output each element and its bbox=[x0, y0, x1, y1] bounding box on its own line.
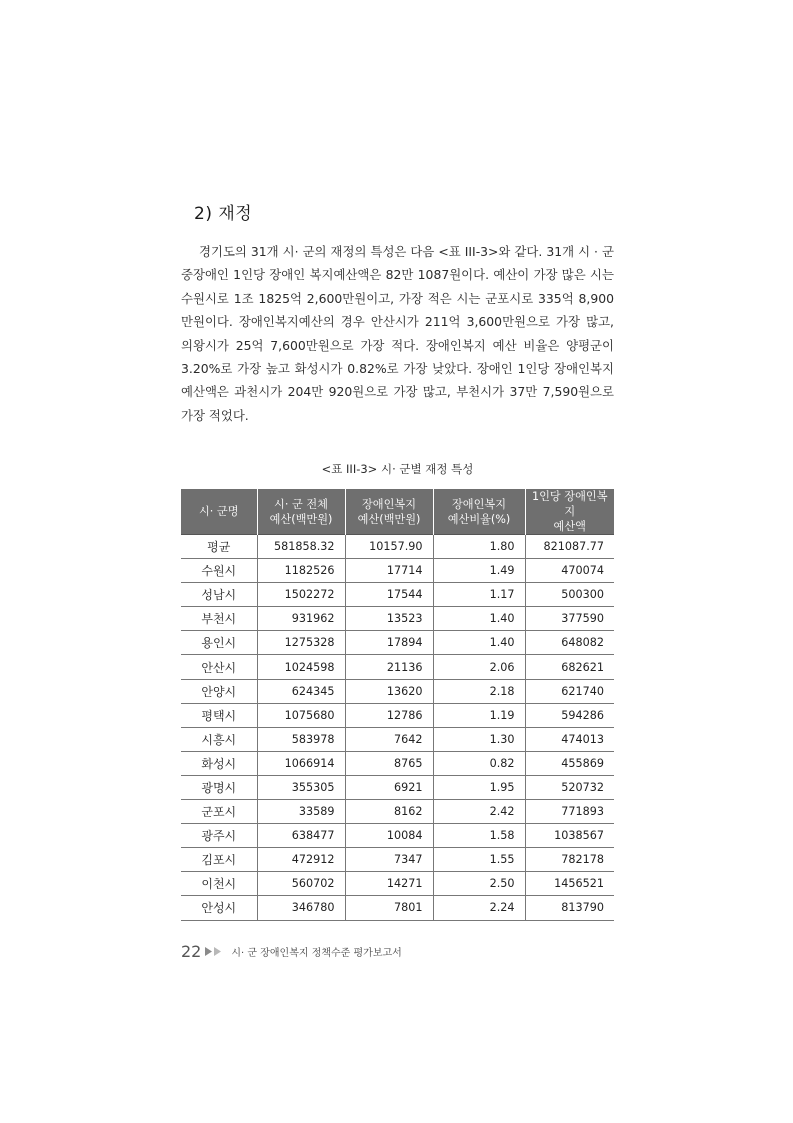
city-name-cell: 성남시 bbox=[181, 583, 257, 607]
value-cell: 1.95 bbox=[433, 775, 525, 799]
body-paragraph: 경기도의 31개 시· 군의 재정의 특성은 다음 <표 III-3>와 같다. 31개 시 · 군 중장애인 1인당 장애인 복지예산액은 82만 1087원이다. 예산이 가장 많은 시는 수원시로 1조 1825억 2,600만원이고, 가장 적은 시는 군포시로 335억 8,900만원이다. 장애인복지예산의 경우 안산시가 211억 3,600만원으로 가장 많고, 의왕시가 25억 7,600만원으로 가장 적다. 장애인복지 예산 비율은 양평군이 3.20%로 가장 높고 화성시가 0.82%로 가장 낮았다. 장애인 1인당 장애인복지 예산액은 과천시가 204만 920원으로 가장 많고, 부천시가 37만 7,590원으로 가장 적었다. bbox=[181, 244, 614, 423]
value-cell: 1024598 bbox=[257, 655, 345, 679]
value-cell: 33589 bbox=[257, 800, 345, 824]
column-header-line2: 예산액 bbox=[553, 520, 586, 533]
table-row bbox=[181, 703, 614, 727]
value-cell: 355305 bbox=[257, 775, 345, 799]
table-row bbox=[181, 751, 614, 775]
column-header-line2: 예산비율(%) bbox=[447, 512, 511, 526]
value-cell: 14271 bbox=[345, 872, 433, 896]
city-name-cell: 광명시 bbox=[181, 775, 257, 799]
value-cell: 6921 bbox=[345, 775, 433, 799]
city-name-cell: 김포시 bbox=[181, 848, 257, 872]
value-cell: 2.06 bbox=[433, 655, 525, 679]
column-header bbox=[525, 489, 614, 535]
city-name-cell: 평균 bbox=[181, 535, 257, 559]
table-row bbox=[181, 655, 614, 679]
column-header-line1: 장애인복지 bbox=[451, 497, 507, 511]
value-cell: 377590 bbox=[525, 607, 614, 631]
value-cell: 583978 bbox=[257, 727, 345, 751]
city-name-cell: 안성시 bbox=[181, 896, 257, 920]
value-cell: 7347 bbox=[345, 848, 433, 872]
value-cell: 931962 bbox=[257, 607, 345, 631]
value-cell: 17544 bbox=[345, 583, 433, 607]
value-cell: 12786 bbox=[345, 703, 433, 727]
value-cell: 1.58 bbox=[433, 824, 525, 848]
footer-title: 시· 군 장애인복지 정책수준 평가보고서 bbox=[231, 948, 402, 959]
column-header bbox=[345, 489, 433, 535]
column-header bbox=[257, 489, 345, 535]
table-row bbox=[181, 824, 614, 848]
value-cell: 500300 bbox=[525, 583, 614, 607]
value-cell: 638477 bbox=[257, 824, 345, 848]
value-cell: 821087.77 bbox=[525, 535, 614, 559]
column-header-line1: 장애인복지 bbox=[361, 497, 417, 511]
value-cell: 1.80 bbox=[433, 535, 525, 559]
value-cell: 346780 bbox=[257, 896, 345, 920]
value-cell: 1456521 bbox=[525, 872, 614, 896]
value-cell: 520732 bbox=[525, 775, 614, 799]
value-cell: 21136 bbox=[345, 655, 433, 679]
value-cell: 474013 bbox=[525, 727, 614, 751]
table-row bbox=[181, 896, 614, 920]
city-name-cell: 수원시 bbox=[181, 559, 257, 583]
value-cell: 8765 bbox=[345, 751, 433, 775]
table-row bbox=[181, 535, 614, 559]
value-cell: 472912 bbox=[257, 848, 345, 872]
value-cell: 2.42 bbox=[433, 800, 525, 824]
double-triangle-right-icon bbox=[205, 947, 223, 956]
value-cell: 17894 bbox=[345, 631, 433, 655]
value-cell: 10157.90 bbox=[345, 535, 433, 559]
column-header bbox=[433, 489, 525, 535]
value-cell: 1.49 bbox=[433, 559, 525, 583]
value-cell: 1066914 bbox=[257, 751, 345, 775]
value-cell: 2.50 bbox=[433, 872, 525, 896]
value-cell: 17714 bbox=[345, 559, 433, 583]
value-cell: 621740 bbox=[525, 679, 614, 703]
section-title: 2) 재정 bbox=[194, 204, 253, 224]
value-cell: 1038567 bbox=[525, 824, 614, 848]
table-caption: <표 III-3> 시· 군별 재정 특성 bbox=[321, 462, 474, 476]
city-name-cell: 안산시 bbox=[181, 655, 257, 679]
table-body bbox=[181, 535, 614, 921]
city-name-cell: 안양시 bbox=[181, 679, 257, 703]
value-cell: 0.82 bbox=[433, 751, 525, 775]
value-cell: 7801 bbox=[345, 896, 433, 920]
page-footer bbox=[181, 942, 402, 961]
city-name-cell: 군포시 bbox=[181, 800, 257, 824]
value-cell: 1.55 bbox=[433, 848, 525, 872]
value-cell: 1502272 bbox=[257, 583, 345, 607]
column-header-line1: 시· 군 전체 bbox=[274, 497, 328, 511]
value-cell: 1.17 bbox=[433, 583, 525, 607]
table-row bbox=[181, 848, 614, 872]
table-row bbox=[181, 872, 614, 896]
value-cell: 7642 bbox=[345, 727, 433, 751]
value-cell: 470074 bbox=[525, 559, 614, 583]
value-cell: 682621 bbox=[525, 655, 614, 679]
value-cell: 813790 bbox=[525, 896, 614, 920]
value-cell: 1182526 bbox=[257, 559, 345, 583]
value-cell: 648082 bbox=[525, 631, 614, 655]
table-row bbox=[181, 727, 614, 751]
value-cell: 2.24 bbox=[433, 896, 525, 920]
value-cell: 10084 bbox=[345, 824, 433, 848]
value-cell: 13523 bbox=[345, 607, 433, 631]
city-name-cell: 부천시 bbox=[181, 607, 257, 631]
value-cell: 1075680 bbox=[257, 703, 345, 727]
value-cell: 1.19 bbox=[433, 703, 525, 727]
city-name-cell: 화성시 bbox=[181, 751, 257, 775]
city-name-cell: 광주시 bbox=[181, 824, 257, 848]
table-header bbox=[181, 489, 614, 535]
value-cell: 594286 bbox=[525, 703, 614, 727]
value-cell: 1275328 bbox=[257, 631, 345, 655]
value-cell: 1.30 bbox=[433, 727, 525, 751]
table-row bbox=[181, 800, 614, 824]
column-header-line2: 예산(백만원) bbox=[269, 512, 333, 526]
page-number: 22 bbox=[181, 942, 202, 961]
value-cell: 455869 bbox=[525, 751, 614, 775]
value-cell: 560702 bbox=[257, 872, 345, 896]
column-header-line1: 1인당 장애인복지 bbox=[531, 490, 608, 518]
column-header-line1: 시· 군명 bbox=[198, 505, 239, 518]
table-row bbox=[181, 559, 614, 583]
city-name-cell: 시흥시 bbox=[181, 727, 257, 751]
value-cell: 2.18 bbox=[433, 679, 525, 703]
column-header-line2: 예산(백만원) bbox=[357, 512, 421, 526]
value-cell: 624345 bbox=[257, 679, 345, 703]
value-cell: 782178 bbox=[525, 848, 614, 872]
value-cell: 1.40 bbox=[433, 607, 525, 631]
table-row bbox=[181, 583, 614, 607]
city-name-cell: 평택시 bbox=[181, 703, 257, 727]
table-row bbox=[181, 631, 614, 655]
value-cell: 13620 bbox=[345, 679, 433, 703]
column-header bbox=[181, 489, 257, 535]
table-row bbox=[181, 607, 614, 631]
value-cell: 771893 bbox=[525, 800, 614, 824]
budget-table bbox=[181, 489, 614, 921]
city-name-cell: 이천시 bbox=[181, 872, 257, 896]
table-row bbox=[181, 775, 614, 799]
value-cell: 1.40 bbox=[433, 631, 525, 655]
city-name-cell: 용인시 bbox=[181, 631, 257, 655]
value-cell: 581858.32 bbox=[257, 535, 345, 559]
value-cell: 8162 bbox=[345, 800, 433, 824]
table-row bbox=[181, 679, 614, 703]
